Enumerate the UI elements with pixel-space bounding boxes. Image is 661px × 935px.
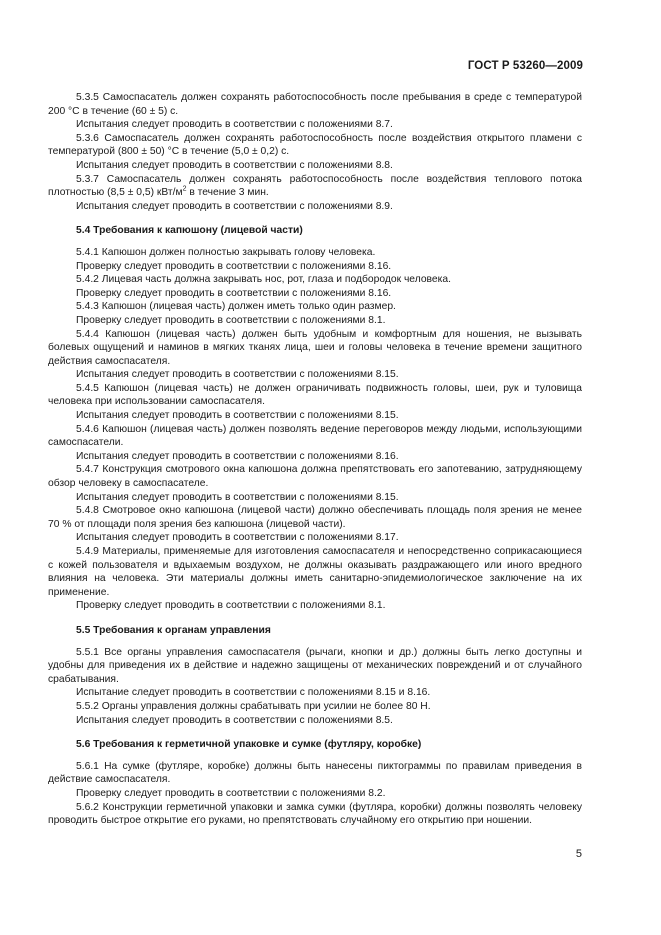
paragraph: Проверку следует проводить в соответствии с положениями 8.2. bbox=[76, 787, 386, 799]
paragraph: 5.4.6 Капюшон (лицевая часть) должен позволять ведение переговоров между людьми, использующими самоспасатели. bbox=[48, 423, 582, 449]
paragraph-text: в течение 3 мин. bbox=[189, 187, 269, 199]
paragraph: Испытания следует проводить в соответствии с положениями 8.9. bbox=[76, 200, 393, 212]
paragraph: Проверку следует проводить в соответствии с положениями 8.1. bbox=[76, 600, 386, 612]
paragraph: 5.4.8 Смотровое окно капюшона (лицевой части) должно обеспечивать площадь поля зрения не менее 70 % от площади поля зрения без капюшона (лицевой части). bbox=[48, 505, 582, 530]
paragraph: Испытания следует проводить в соответствии с положениями 8.15. bbox=[76, 410, 399, 422]
paragraph: Испытания следует проводить в соответствии с положениями 8.5. bbox=[76, 714, 393, 726]
paragraph: 5.5.1 Все органы управления самоспасателя (рычаги, кнопки и др.) должны быть легко доступны и удобны для приведения их в действие и надежно защищены от механических повреждений и от случайного срабатывания. bbox=[48, 646, 582, 685]
paragraph: 5.5.2 Органы управления должны срабатывать при усилии не более 80 Н. bbox=[76, 700, 431, 712]
paragraph: Проверку следует проводить в соответствии с положениями 8.16. bbox=[76, 260, 392, 272]
superscript: 2 bbox=[182, 185, 187, 193]
paragraph: Проверку следует проводить в соответствии с положениями 8.16. bbox=[76, 287, 392, 299]
paragraph: Испытания следует проводить в соответствии с положениями 8.15. bbox=[76, 491, 399, 503]
paragraph: 5.4.1 Капюшон должен полностью закрывать голову человека. bbox=[76, 246, 376, 258]
document-code: ГОСТ Р 53260—2009 bbox=[467, 60, 583, 72]
paragraph: 5.4.5 Капюшон (лицевая часть) не должен ограничивать подвижность головы, шеи, рук и туловища человека при использовании самоспасателя. bbox=[48, 382, 582, 408]
paragraph: 5.3.5 Самоспасатель должен сохранять работоспособность после пребывания в среде с температурой 200 °С в течение (60 ± 5) с. bbox=[48, 92, 582, 117]
page-content bbox=[48, 91, 582, 828]
section-heading: 5.5 Требования к органам управления bbox=[76, 624, 271, 636]
paragraph: 5.6.1 На сумке (футляре, коробке) должны быть нанесены пиктограммы по правилам приведения в действие самоспасателя. bbox=[48, 760, 582, 786]
section-heading: 5.4 Требования к капюшону (лицевой части) bbox=[76, 225, 303, 237]
paragraph: 5.4.4 Капюшон (лицевая часть) должен быть удобным и комфортным для ношения, не вызывать болевых ощущений и наминов в мягких тканях лица, шеи и головы человека в течение времени защитного действия самоспасателя. bbox=[48, 328, 582, 367]
paragraph: 5.3.6 Самоспасатель должен сохранять работоспособность после воздействия открытого пламени с температурой (800 ± 50) °С в течение (5,0 ± 0,2) с. bbox=[48, 132, 582, 158]
paragraph: Испытания следует проводить в соответствии с положениями 8.16. bbox=[76, 450, 399, 462]
paragraph: 5.4.3 Капюшон (лицевая часть) должен иметь только один размер. bbox=[76, 301, 396, 313]
paragraph: 5.4.7 Конструкция смотрового окна капюшона должна препятствовать его запотеванию, затрудняющему обзор человеку в самоспасателе. bbox=[48, 464, 582, 490]
paragraph: 5.6.2 Конструкции герметичной упаковки и замка сумки (футляра, коробки) должны позволять человеку проводить быстрое открытие его руками, но препятствовать случайному его открытию при ношении. bbox=[48, 801, 582, 827]
paragraph: 5.4.2 Лицевая часть должна закрывать нос, рот, глаза и подбородок человека. bbox=[76, 274, 451, 286]
paragraph: Проверку следует проводить в соответствии с положениями 8.1. bbox=[76, 314, 386, 326]
paragraph-text: 5.3.7 Самоспасатель должен сохранять работоспособность после воздействия теплового потока плотностью (8,5 ± 0,5) кВт/м bbox=[48, 173, 582, 199]
paragraph: Испытания следует проводить в соответствии с положениями 8.8. bbox=[76, 159, 393, 171]
paragraph: Испытания следует проводить в соответствии с положениями 8.17. bbox=[76, 532, 399, 544]
section-heading: 5.6 Требования к герметичной упаковке и сумке (футляру, коробке) bbox=[76, 739, 422, 751]
paragraph: Испытания следует проводить в соответствии с положениями 8.15. bbox=[76, 369, 399, 381]
paragraph bbox=[48, 173, 582, 200]
paragraph: 5.4.9 Материалы, применяемые для изготовления самоспасателя и непосредственно соприкасающиеся с кожей пользователя и вдыхаемым воздухом, не должны оказывать раздражающего или иного вредного влияния на человека. Эти материалы должны иметь санитарно-эпидемиологическое заключение на их применение. bbox=[48, 546, 582, 598]
page-number: 5 bbox=[575, 848, 582, 860]
paragraph: Испытания следует проводить в соответствии с положениями 8.7. bbox=[76, 119, 393, 131]
paragraph: Испытание следует проводить в соответствии с положениями 8.15 и 8.16. bbox=[76, 687, 431, 699]
